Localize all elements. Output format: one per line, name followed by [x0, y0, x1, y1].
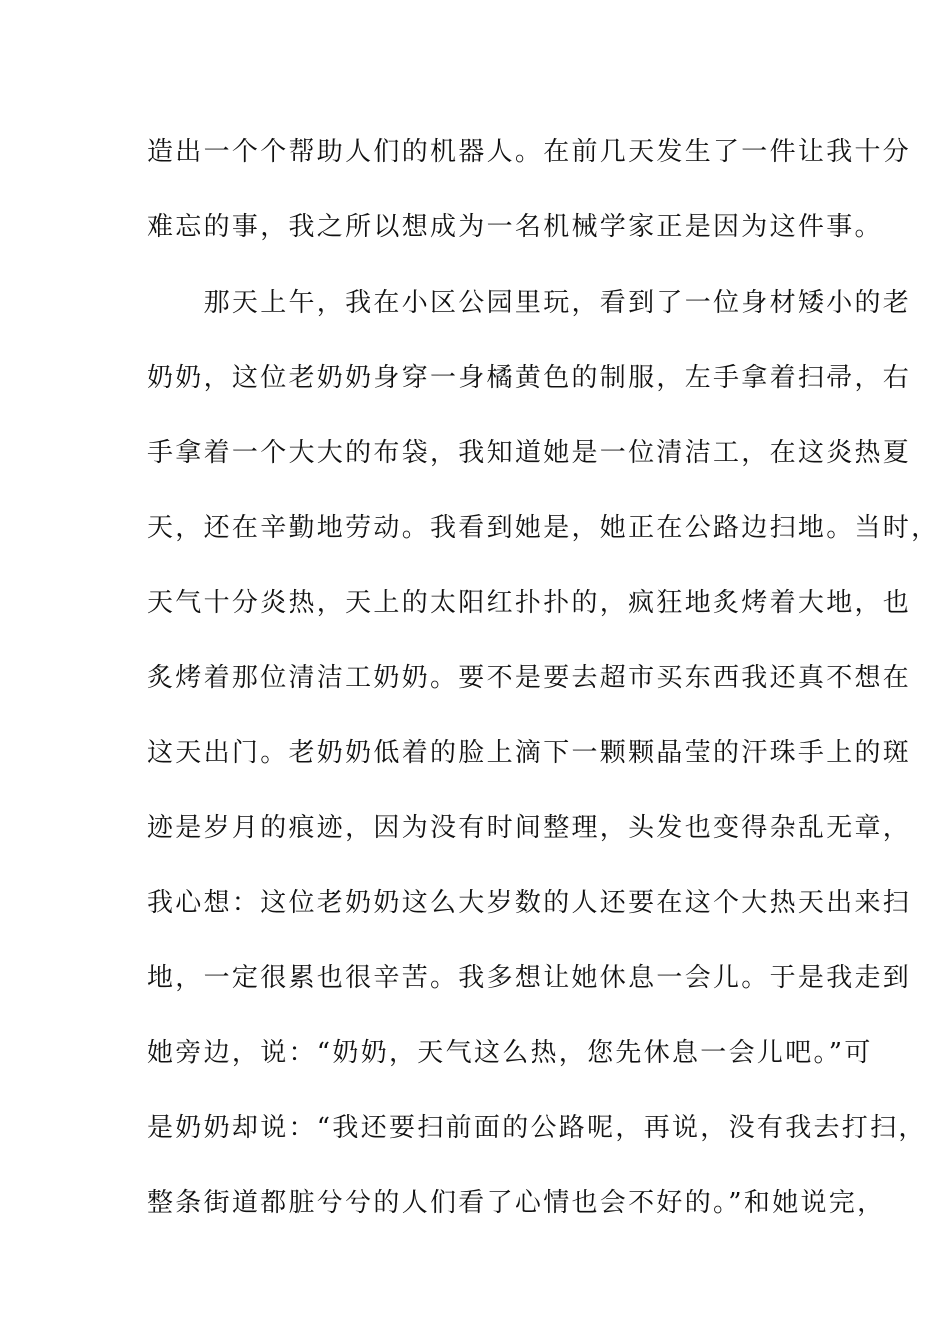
text-line: 炙烤着那位清洁工奶奶。要不是要去超市买东西我还真不想在 [147, 663, 912, 693]
text-line: 造出一个个帮助人们的机器人。在前几天发生了一件让我十分 [147, 137, 912, 167]
text-line: 奶奶，这位老奶奶身穿一身橘黄色的制服，左手拿着扫帚，右 [147, 363, 912, 393]
text-line: 迹是岁月的痕迹，因为没有时间整理，头发也变得杂乱无章， [147, 813, 912, 843]
text-line: 天气十分炎热，天上的太阳红扑扑的，疯狂地炙烤着大地，也 [147, 588, 912, 618]
text-line: 我心想：这位老奶奶这么大岁数的人还要在这个大热天出来扫 [147, 888, 912, 918]
text-line: 天，还在辛勤地劳动。我看到她是，她正在公路边扫地。当时， [147, 513, 940, 543]
text-line: 她旁边，说：“奶奶，天气这么热，您先休息一会儿吧。”可 [147, 1038, 873, 1068]
text-line: 地，一定很累也很辛苦。我多想让她休息一会儿。于是我走到 [147, 963, 912, 993]
text-line: 整条街道都脏兮兮的人们看了心情也会不好的。”和她说完， [147, 1188, 886, 1218]
text-line: 那天上午，我在小区公园里玩，看到了一位身材矮小的老 [147, 288, 912, 318]
text-line: 难忘的事，我之所以想成为一名机械学家正是因为这件事。 [147, 212, 883, 242]
text-line: 手拿着一个大大的布袋，我知道她是一位清洁工，在这炎热夏 [147, 438, 912, 468]
text-line: 这天出门。老奶奶低着的脸上滴下一颗颗晶莹的汗珠手上的斑 [147, 738, 912, 768]
text-line: 是奶奶却说：“我还要扫前面的公路呢，再说，没有我去打扫， [147, 1113, 927, 1143]
